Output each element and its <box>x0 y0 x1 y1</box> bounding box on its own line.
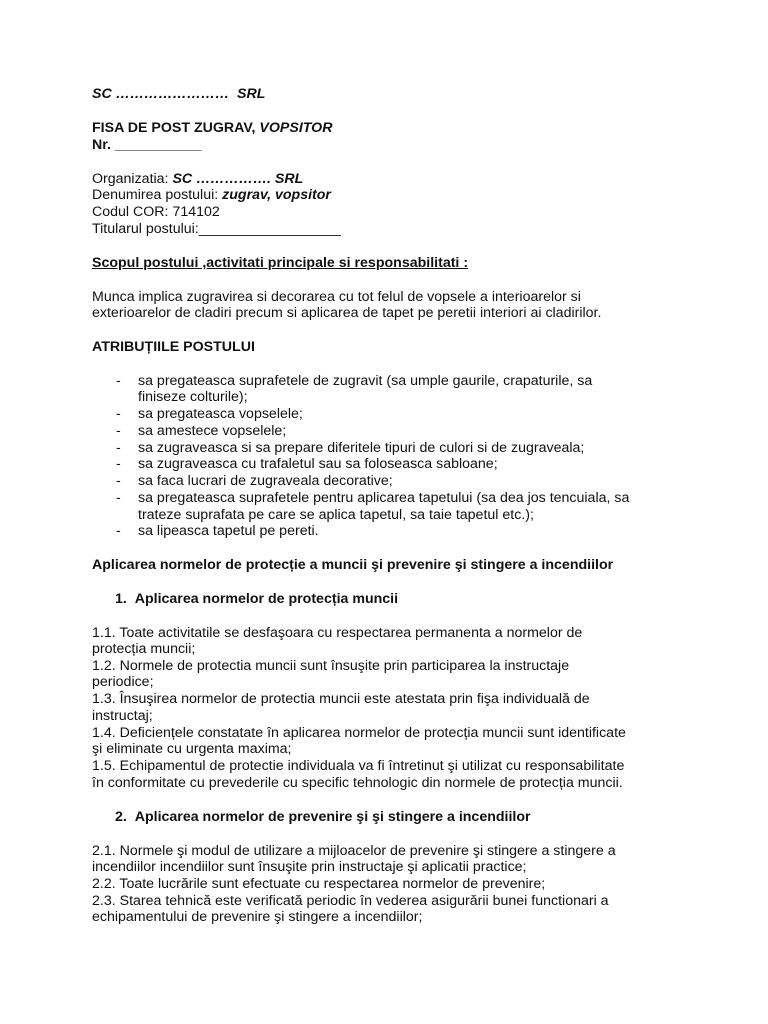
title-part1: FISA DE POST ZUGRAV, <box>92 120 256 136</box>
section-1-line: 1.4. Deficiențele constatate în aplicarea normelor de protecția muncii sunt identificate <box>92 725 626 741</box>
section-2-line: incendiilor incendiilor sunt însuşite prin instructaje şi aplicatii practice; <box>92 859 527 875</box>
section-1-line: instructaj; <box>92 708 153 724</box>
section-2-line: 2.1. Normele şi modul de utilizare a mijloacelor de prevenire şi stingere a stingere a <box>92 843 616 859</box>
company-line <box>92 86 265 103</box>
post-holder-line: Titularul postului:__________________ <box>92 221 341 237</box>
document-title <box>92 120 332 137</box>
duty-text: sa lipeasca tapetul pe pereti. <box>138 523 319 539</box>
scope-heading: Scopul postului ,activitati principale si responsabilitati : <box>92 255 469 271</box>
bullet-dash: - <box>116 523 121 539</box>
bullet-dash: - <box>116 373 121 389</box>
title-part2: VOPSITOR <box>259 120 333 136</box>
duty-text: sa pregateasca suprafetele de zugravit (sa umple gaurile, crapaturile, sa <box>138 373 593 389</box>
section-1-line: periodice; <box>92 674 154 690</box>
duty-text: sa zugraveasca cu trafaletul sau sa foloseasca sabloane; <box>138 456 498 472</box>
duties-heading: ATRIBUȚIILE POSTULUI <box>92 339 255 355</box>
post-value: zugrav, vopsitor <box>222 187 331 203</box>
bullet-dash: - <box>116 490 121 506</box>
section-1-line: 1.5. Echipamentul de protectie individuala va fi întretinut şi utilizat cu responsabilitate <box>92 758 625 774</box>
section-2-line: 2.3. Starea tehnică este verificată periodic în vederea asigurării bunei functionari a <box>92 893 609 909</box>
cor-label: Codul COR: <box>92 204 169 220</box>
duty-text: sa zugraveasca si sa prepare diferitele tipuri de culori si de zugraveala; <box>138 440 585 456</box>
bullet-dash: - <box>116 473 121 489</box>
bullet-dash: - <box>116 440 121 456</box>
section-2-title: Aplicarea normelor de prevenire şi şi stingere a incendiilor <box>134 809 531 825</box>
duty-text: sa pregateasca suprafetele pentru aplicarea tapetului (sa dea jos tencuiala, sa <box>138 490 630 506</box>
bullet-dash: - <box>116 456 121 472</box>
section-1-line: 1.2. Normele de protectia muncii sunt însuşite prin participarea la instructaje <box>92 658 570 674</box>
cor-value: 714102 <box>172 204 220 220</box>
section-1-title: Aplicarea normelor de protecția muncii <box>134 591 399 607</box>
scope-text-line-2: exterioarelor de cladiri precum si aplicarea de tapet pe peretii interiori ai cladirilor. <box>92 305 602 321</box>
section-1-number: 1. <box>115 591 127 607</box>
document-number: Nr. ___________ <box>92 137 202 153</box>
company-suffix: SRL <box>237 86 266 102</box>
section-1-line: 1.1. Toate activitatile se desfaşoara cu respectarea permanenta a normelor de <box>92 625 583 641</box>
org-value: SC ……………. SRL <box>172 171 304 187</box>
org-label: Organizatia: <box>92 171 169 187</box>
section-2-heading <box>115 809 531 826</box>
norms-heading: Aplicarea normelor de protecție a muncii şi prevenire şi stingere a incendiilor <box>92 557 614 573</box>
cor-code-line <box>92 204 220 221</box>
section-2-line: 2.2. Toate lucrările sunt efectuate cu respectarea normelor de prevenire; <box>92 876 546 892</box>
duty-text: trateze suprafata pe care se aplica tapetul, sa taie tapetul etc.); <box>138 507 534 523</box>
bullet-dash: - <box>116 406 121 422</box>
post-label: Denumirea postului: <box>92 187 219 203</box>
duty-text: sa pregateasca vopselele; <box>138 406 303 422</box>
scope-text-line-1: Munca implica zugravirea si decorarea cu tot felul de vopsele a interioarelor si <box>92 289 581 305</box>
section-1-heading <box>115 591 398 608</box>
bullet-dash: - <box>116 423 121 439</box>
organization-line <box>92 171 303 188</box>
post-name-line <box>92 187 331 204</box>
duty-text: finiseze colturile); <box>138 389 248 405</box>
company-prefix: SC …………………… <box>92 86 230 102</box>
section-1-line: în conformitate cu prevederile cu specific tehnologic din normele de protecția muncii. <box>92 775 623 791</box>
duty-text: sa amestece vopselele; <box>138 423 287 439</box>
section-2-number: 2. <box>115 809 127 825</box>
section-1-line: 1.3. Însuşirea normelor de protectia muncii este atestata prin fişa individuală de <box>92 691 590 707</box>
section-2-line: echipamentului de prevenire şi stingere a incendiilor; <box>92 909 423 925</box>
section-1-line: protecția muncii; <box>92 641 196 657</box>
duty-text: sa faca lucrari de zugraveala decorative; <box>138 473 393 489</box>
section-1-line: şi eliminate cu urgenta maxima; <box>92 741 292 757</box>
